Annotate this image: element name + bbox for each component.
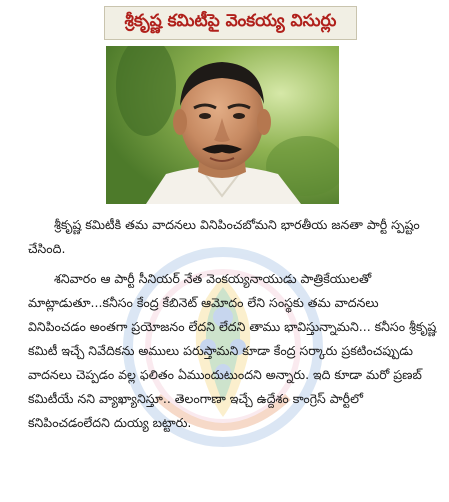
headline-bar xyxy=(104,6,357,40)
article-body xyxy=(28,213,438,441)
article-paragraph-1: శ్రీకృష్ణ కమిటీకి తమ వాదనలు వినిపించబోమని భారతీయ జనతా పార్టీ స్పష్టం చేసింది. xyxy=(28,217,420,256)
article-paragraph-2: శనివారం ఆ పార్టీ సీనియర్ నేత వెంకయ్యనాయుడు పాత్రికేయులతో మాట్లాడుతూ...కనీసం కేంద్ర కేబినెట్ ఆమోదం లేని సంస్థకు తమ వాదనలు వినిపించడం అంతగా ప్రయోజనం లేదని లేదని తాము భావిస్తున్నామని... కనీసం శ్రీకృష్ణ కమిటీ ఇచ్చే నివేదికను అములు పరుస్తామని కూడా కేంద్ర సర్కారు ప్రకటించప్పుడు వాదనలు చెప్పడం వల్ల ఫలితం ఏముందుటుందని అన్నారు. ఇది కూడా మరో ప్రణబ్ కమిటీయే నని వ్యాఖ్యానిస్తూ.. తెలంగాణా ఇచ్చే ఉద్దేశం కాంగ్రెస్ పార్టీలో కనిపించడంలేదని దుయ్య బట్టారు. xyxy=(28,271,437,430)
headline-title: శ్రీకృష్ణ కమిటీపై వెంకయ్య విసుర్లు xyxy=(124,11,337,31)
portrait-photo xyxy=(106,46,339,204)
portrait-photo-icon xyxy=(106,46,339,204)
